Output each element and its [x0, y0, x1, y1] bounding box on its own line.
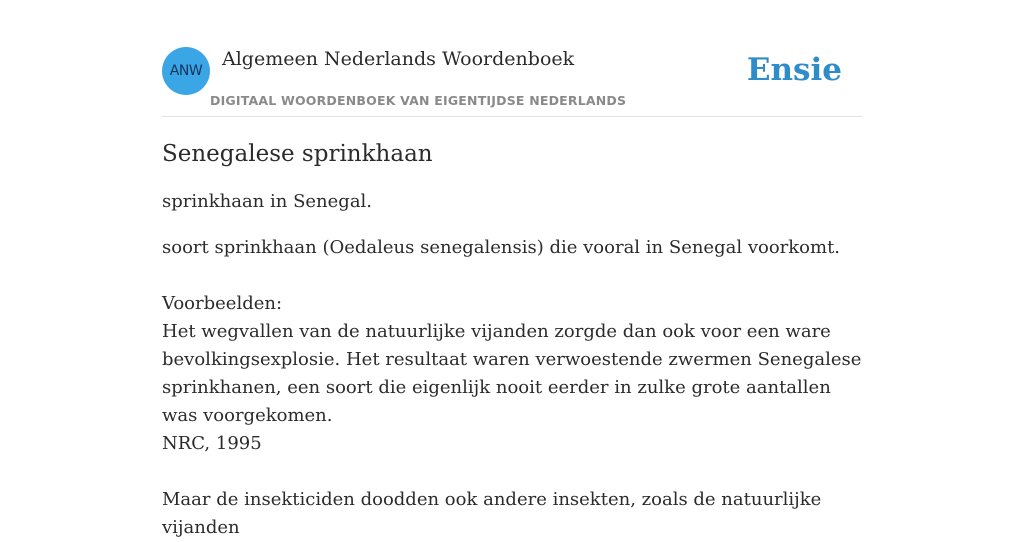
entry-headword: Senegalese sprinkhaan [162, 141, 433, 167]
entry-content [162, 138, 882, 542]
ensie-brand-logo[interactable]: Ensie [746, 52, 842, 88]
anw-logo[interactable]: ANW [162, 47, 210, 95]
entry-body: soort sprinkhaan (Oedaleus senegalensis) die vooral in Senegal voorkomt. Voorbeelden: Het wegvallen van de natuurlijke vijanden zorgde dan ook voor een ware bevolkingsexplosie. Het resultaat waren verwoestende zwermen Senegalese sprinkhanen, een soort die eigenlijk nooit eerder in zulke grote aantallen was voorgekomen. NRC, 1995 Maar de insekticiden doodden ook andere insekten, zoals de natuurlijke vijanden [162, 237, 862, 538]
site-header [162, 47, 862, 117]
site-subtitle: DIGITAAL WOORDENBOEK VAN EIGENTIJDSE NEDERLANDS [210, 93, 627, 108]
entry-definition: sprinkhaan in Senegal. [162, 191, 373, 212]
site-title[interactable]: Algemeen Nederlands Woordenboek [222, 48, 575, 70]
